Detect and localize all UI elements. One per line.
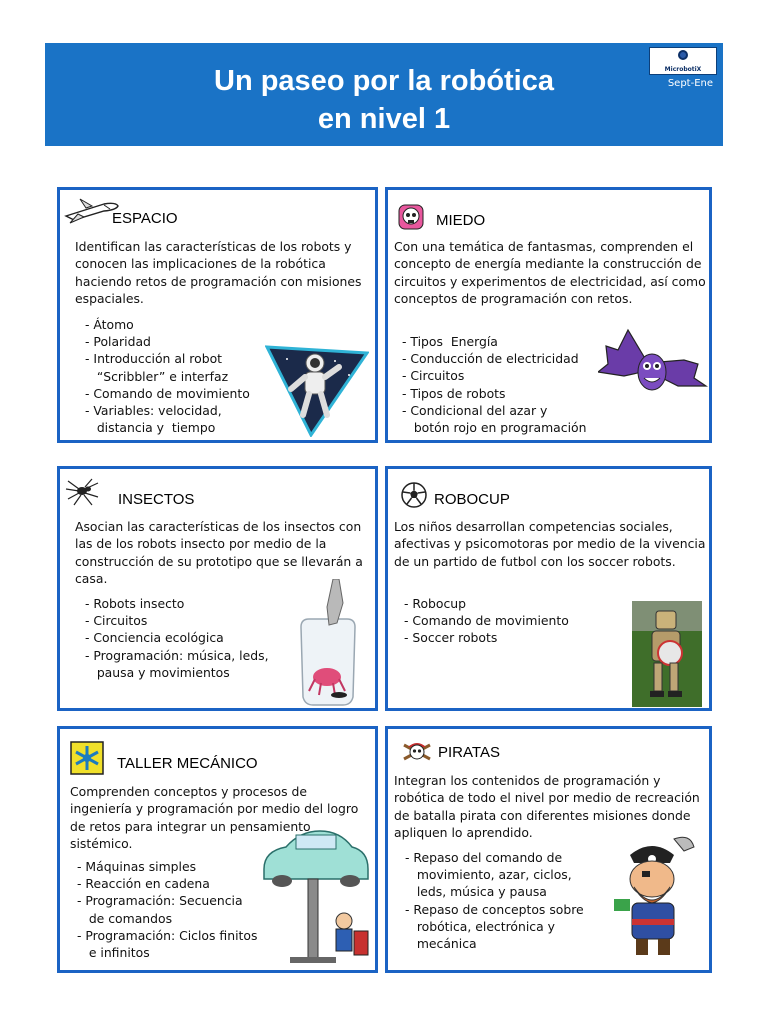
card-title: PIRATAS [438,744,500,761]
card-description: Asocian las características de los insectos con las de los robots insecto por medio de la construcción de su prototipo que se llevarán a casa. [75,519,363,587]
topic-list [85,595,269,681]
list-item: - Repaso de conceptos sobre [405,901,584,917]
list-item: botón rojo en programación [402,420,587,436]
list-item: - Máquinas simples [77,859,197,874]
mechanic-car-lift-illustration [260,825,372,965]
list-item: - Conciencia ecológica [85,630,224,646]
logo-mark-icon [678,50,688,60]
list-item: - Robocup [404,596,467,611]
card-title: MIEDO [436,212,486,229]
list-item: de comandos [77,910,173,926]
spider-icon [64,477,100,507]
list-item: robótica, electrónica y [405,918,555,934]
skull-crossbones-icon [400,739,434,765]
topic-list [402,333,586,436]
list-item: mecánica [405,936,477,952]
list-item: - Comando de movimiento [85,385,250,401]
list-item: e infinitos [77,945,150,961]
list-item: - Robots insecto [85,596,185,611]
card-miedo [385,187,712,443]
card-description: Identifican las características de los robots y conocen las implicaciones de la robótica haciendo retos de programación con misiones espaciales. [75,239,362,307]
skull-icon [398,204,424,232]
bat-illustration [598,320,708,410]
list-item: - Polaridad [85,334,151,350]
list-item: movimiento, azar, ciclos, [405,867,572,883]
header-banner [45,43,723,146]
list-item: - Introducción al robot [85,351,223,367]
list-item: distancia y tiempo [85,420,216,436]
soccer-ball-icon [400,481,428,509]
list-item: leds, música y pausa [405,884,547,900]
mechanic-sign-icon [70,741,104,775]
session-label: Sept-Ene [667,78,713,89]
list-item: - Reacción en cadena [77,876,210,892]
list-item: - Conducción de electricidad [402,351,579,367]
topic-list [77,858,257,961]
list-item: - Repaso del comando de [405,850,563,865]
list-item: - Tipos de robots [402,385,506,401]
card-title: ESPACIO [112,210,178,227]
company-logo [649,47,717,75]
list-item: - Programación: Ciclos finitos [77,927,258,943]
list-item: “Scribbler” e interfaz [85,368,229,384]
card-taller-mecanico [57,726,378,973]
card-description: Comprenden conceptos y procesos de ingeniería y programación por medio del logro de retos para integrar un pensamiento sistémico. [70,784,359,852]
card-title: TALLER MECÁNICO [117,755,258,772]
list-item: - Átomo [85,317,134,332]
page-title [45,62,723,138]
list-item: - Programación: música, leds, [85,647,269,663]
card-description: Los niños desarrollan competencias sociales, afectivas y psicomotoras por medio de la vivencia de un partido de futbol con los soccer robots. [394,519,706,569]
card-insectos [57,466,378,711]
list-item: - Soccer robots [404,630,498,646]
card-description: Integran los contenidos de programación y robótica de todo el nivel por medio de recreación de batalla pirata con diferentes misiones donde apliquen lo aprendido. [394,773,700,841]
title-line-1: Un paseo por la robótica [214,65,554,97]
pirate-illustration [610,829,700,959]
topic-list [85,316,250,436]
card-piratas [385,726,712,973]
list-item: - Comando de movimiento [404,613,569,629]
topic-list [405,849,584,952]
card-title: ROBOCUP [434,491,510,508]
title-line-2: en nivel 1 [317,103,451,135]
list-item: pausa y movimientos [85,664,230,680]
card-robocup [385,466,712,711]
card-espacio [57,187,378,443]
card-description: Con una temática de fantasmas, comprenden el concepto de energía mediante la construcción de circuitos y experimentos de electricidad, así como conceptos de programación con retos. [394,239,706,307]
list-item: - Programación: Secuencia [77,893,243,909]
list-item: - Variables: velocidad, [85,403,222,419]
insect-robot-jar-photo [293,579,363,707]
list-item: - Condicional del azar y [402,402,548,418]
list-item: - Circuitos [85,613,148,629]
logo-text: MicrobotiX [664,66,702,73]
list-item: - Tipos Energía [402,334,498,349]
astronaut-illustration [265,345,369,437]
list-item: - Circuitos [402,368,465,384]
soccer-robot-photo [632,601,702,707]
topic-list [404,595,569,647]
card-title: INSECTOS [118,491,195,508]
